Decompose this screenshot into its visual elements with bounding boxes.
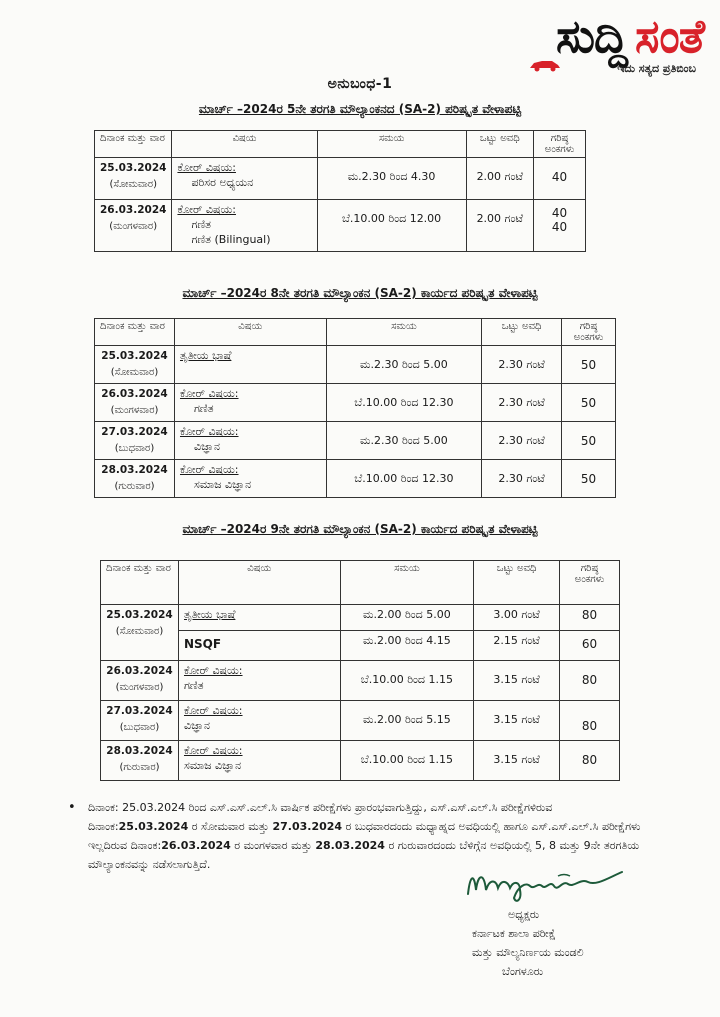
marks-cell: 80 — [560, 605, 620, 631]
logo-word-1: ಸುದ್ದಿ — [556, 9, 627, 63]
time-cell: ಬೆ.10.00 ರಿಂದ 1.15 — [340, 661, 474, 701]
subject-cell: ಕೋರ್ ವಿಷಯ: ಗಣಿತ — [178, 661, 340, 701]
marks-cell: 80 — [560, 741, 620, 781]
duration-cell: 2.30 ಗಂಟೆ — [482, 422, 562, 460]
marks-cell: 60 — [560, 631, 620, 661]
time-cell: ಮ.2.30 ರಿಂದ 4.30 — [317, 158, 466, 200]
schedule-table-class9 — [100, 560, 620, 781]
time-cell: ಬೆ.10.00 ರಿಂದ 12.30 — [326, 460, 482, 498]
time-cell: ಮ.2.00 ರಿಂದ 4.15 — [340, 631, 474, 661]
subject-cell: ಕೋರ್ ವಿಷಯ: ವಿಜ್ಞಾನ — [174, 422, 326, 460]
header-marks: ಗರಿಷ್ಠ ಅಂಕಗಳು — [560, 561, 620, 605]
marks-cell: 50 — [562, 346, 616, 384]
duration-cell: 2.30 ಗಂಟೆ — [482, 460, 562, 498]
header-date: ದಿನಾಂಕ ಮತ್ತು ವಾರ — [95, 319, 175, 346]
date-cell: 27.03.2024 (ಬುಧವಾರ) — [95, 422, 175, 460]
table-header-row — [95, 319, 616, 346]
time-cell: ಬೆ.10.00 ರಿಂದ 12.00 — [317, 200, 466, 252]
section-title-class8: ಮಾರ್ಚ್ –2024ರ 8ನೇ ತರಗತಿ ಮೌಲ್ಯಾಂಕನ (SA-2) ಕಾರ್ಯದ ಪರಿಷ್ಕೃತ ವೇಳಾಪಟ್ಟಿ — [182, 286, 538, 300]
duration-cell: 2.15 ಗಂಟೆ — [474, 631, 560, 661]
marks-cell: 50 — [562, 460, 616, 498]
marks-cell: 40 40 — [534, 200, 586, 252]
marks-cell: 50 — [562, 422, 616, 460]
bullet-icon: • — [68, 800, 76, 815]
header-marks: ಗರಿಷ್ಠ ಅಂಕಗಳು — [562, 319, 616, 346]
date-cell: 28.03.2024 (ಗುರುವಾರ) — [95, 460, 175, 498]
marks-cell: 80 — [560, 661, 620, 701]
time-cell: ಬೆ.10.00 ರಿಂದ 12.30 — [326, 384, 482, 422]
header-duration: ಒಟ್ಟು ಅವಧಿ — [474, 561, 560, 605]
date-cell: 25.03.2024 (ಸೋಮವಾರ) — [95, 158, 172, 200]
date-cell: 26.03.2024 (ಮಂಗಳವಾರ) — [95, 384, 175, 422]
logo-word-2: ಸಂತೆ — [634, 9, 704, 63]
subject-cell: ತೃತೀಯ ಭಾಷೆ — [174, 346, 326, 384]
subject-cell: ಕೋರ್ ವಿಷಯ: ಪರಿಸರ ಅಧ್ಯಯನ — [172, 158, 317, 200]
annexure-title: ಅನುಬಂಧ-1 — [327, 76, 393, 92]
note-paragraph: • ದಿನಾಂಕ: 25.03.2024 ರಿಂದ ಎಸ್.ಎಸ್.ಎಲ್.ಸಿ ವಾರ್ಷಿಕ ಪರೀಕ್ಷೆಗಳು ಪ್ರಾರಂಭವಾಗುತ್ತಿದ್ದು, ಎಸ್.ಎಸ್.ಎಲ್.ಸಿ ಪರೀಕ್ಷೆಗಳಿರುವ ದಿನಾಂಕ:25.03.2024 ರ ಸೋಮವಾರ ಮತ್ತು 27.03.2024 ರ ಬುಧವಾರದಂದು ಮಧ್ಯಾಹ್ನದ ಅವಧಿಯಲ್ಲಿ ಹಾಗೂ ಎಸ್.ಎಸ್.ಎಲ್.ಸಿ ಪರೀಕ್ಷೆಗಳು ಇಲ್ಲದಿರುವ ದಿನಾಂಕ:26.03.2024 ರ ಮಂಗಳವಾರ ಮತ್ತು 28.03.2024 ರ ಗುರುವಾರದಂದು ಬೆಳಿಗ್ಗೆನ ಅವಧಿಯಲ್ಲಿ 5, 8 ಮತ್ತು 9ನೇ ತರಗತಿಯ ಮೌಲ್ಯಾಂಕನವನ್ನು ನಡೆಸಲಾಗುತ್ತಿದೆ. — [68, 800, 641, 871]
table-row — [95, 158, 586, 200]
header-time: ಸಮಯ — [340, 561, 474, 605]
duration-cell: 2.30 ಗಂಟೆ — [482, 384, 562, 422]
time-cell: ಮ.2.00 ರಿಂದ 5.00 — [340, 605, 474, 631]
signatory-city: ಬೆಂಗಳೂರು — [502, 965, 544, 978]
time-cell: ಬೆ.10.00 ರಿಂದ 1.15 — [340, 741, 474, 781]
section-title-class5: ಮಾರ್ಚ್ –2024ರ 5ನೇ ತರಗತಿ ಮೌಲ್ಯಾಂಕನದ (SA-2) ಪರಿಷ್ಕೃತ ವೇಳಾಪಟ್ಟಿ — [198, 102, 522, 116]
subject-cell: ಕೋರ್ ವಿಷಯ: ಸಮಾಜ ವಿಜ್ಞಾನ — [174, 460, 326, 498]
marks-cell: 80 — [560, 701, 620, 741]
date-cell: 27.03.2024 (ಬುಧವಾರ) — [101, 701, 179, 741]
duration-cell: 3.15 ಗಂಟೆ — [474, 661, 560, 701]
logo-tagline: ಇದು ಸತ್ಯದ ಪ್ರತಿಬಿಂಬ — [617, 62, 696, 75]
header-date: ದಿನಾಂಕ ಮತ್ತು ವಾರ — [95, 131, 172, 158]
header-subject: ವಿಷಯ — [174, 319, 326, 346]
marks-cell: 40 — [534, 158, 586, 200]
brand-logo — [510, 10, 710, 80]
table-row — [101, 701, 620, 741]
duration-cell: 2.30 ಗಂಟೆ — [482, 346, 562, 384]
subject-cell: ಕೋರ್ ವಿಷಯ: ಸಮಾಜ ವಿಜ್ಞಾನ — [178, 741, 340, 781]
date-cell: 26.03.2024 (ಮಂಗಳವಾರ) — [101, 661, 179, 701]
time-cell: ಮ.2.30 ರಿಂದ 5.00 — [326, 422, 482, 460]
table-row — [95, 384, 616, 422]
table-row — [95, 200, 586, 252]
table-row — [101, 661, 620, 701]
table-row — [101, 741, 620, 781]
schedule-table-class8 — [94, 318, 616, 498]
subject-cell: ಕೋರ್ ವಿಷಯ: ಗಣಿತ — [174, 384, 326, 422]
duration-cell: 2.00 ಗಂಟೆ — [466, 158, 534, 200]
header-time: ಸಮಯ — [317, 131, 466, 158]
table-row — [101, 631, 620, 661]
duration-cell: 3.15 ಗಂಟೆ — [474, 741, 560, 781]
table-row — [101, 605, 620, 631]
subject-cell: ಕೋರ್ ವಿಷಯ: ವಿಜ್ಞಾನ — [178, 701, 340, 741]
header-subject: ವಿಷಯ — [172, 131, 317, 158]
subject-cell: ಕೋರ್ ವಿಷಯ: ಗಣಿತ ಗಣಿತ (Bilingual) — [172, 200, 317, 252]
car-icon — [528, 58, 562, 72]
table-row — [95, 346, 616, 384]
date-cell: 25.03.2024 (ಸೋಮವಾರ) — [101, 605, 179, 661]
table-row — [95, 460, 616, 498]
duration-cell: 2.00 ಗಂಟೆ — [466, 200, 534, 252]
date-cell: 26.03.2024 (ಮಂಗಳವಾರ) — [95, 200, 172, 252]
table-row — [95, 422, 616, 460]
header-date: ದಿನಾಂಕ ಮತ್ತು ವಾರ — [101, 561, 179, 605]
time-cell: ಮ.2.00 ರಿಂದ 5.15 — [340, 701, 474, 741]
table-header-row — [95, 131, 586, 158]
signatory-designation: ಅಧ್ಯಕ್ಷರು — [508, 908, 540, 921]
duration-cell: 3.00 ಗಂಟೆ — [474, 605, 560, 631]
date-cell: 25.03.2024 (ಸೋಮವಾರ) — [95, 346, 175, 384]
duration-cell: 3.15 ಗಂಟೆ — [474, 701, 560, 741]
signatory-org-line1: ಕರ್ನಾಟಕ ಶಾಲಾ ಪರೀಕ್ಷೆ — [472, 927, 556, 940]
signature-image — [462, 864, 632, 906]
section-title-class9: ಮಾರ್ಚ್ –2024ರ 9ನೇ ತರಗತಿ ಮೌಲ್ಯಾಂಕನ (SA-2) ಕಾರ್ಯದ ಪರಿಷ್ಕೃತ ವೇಳಾಪಟ್ಟಿ — [182, 522, 538, 536]
signatory-org-line2: ಮತ್ತು ಮೌಲ್ಯನಿರ್ಣಯ ಮಂಡಲಿ — [472, 946, 584, 959]
subject-cell: ತೃತೀಯ ಭಾಷೆ — [178, 605, 340, 631]
signatory-block — [472, 905, 632, 981]
subject-cell: NSQF — [178, 631, 340, 661]
time-cell: ಮ.2.30 ರಿಂದ 5.00 — [326, 346, 482, 384]
header-marks: ಗರಿಷ್ಠ ಅಂಕಗಳು — [534, 131, 586, 158]
header-time: ಸಮಯ — [326, 319, 482, 346]
header-duration: ಒಟ್ಟು ಅವಧಿ — [482, 319, 562, 346]
header-duration: ಒಟ್ಟು ಅವಧಿ — [466, 131, 534, 158]
schedule-table-class5 — [94, 130, 586, 252]
table-header-row — [101, 561, 620, 605]
marks-cell: 50 — [562, 384, 616, 422]
date-cell: 28.03.2024 (ಗುರುವಾರ) — [101, 741, 179, 781]
header-subject: ವಿಷಯ — [178, 561, 340, 605]
